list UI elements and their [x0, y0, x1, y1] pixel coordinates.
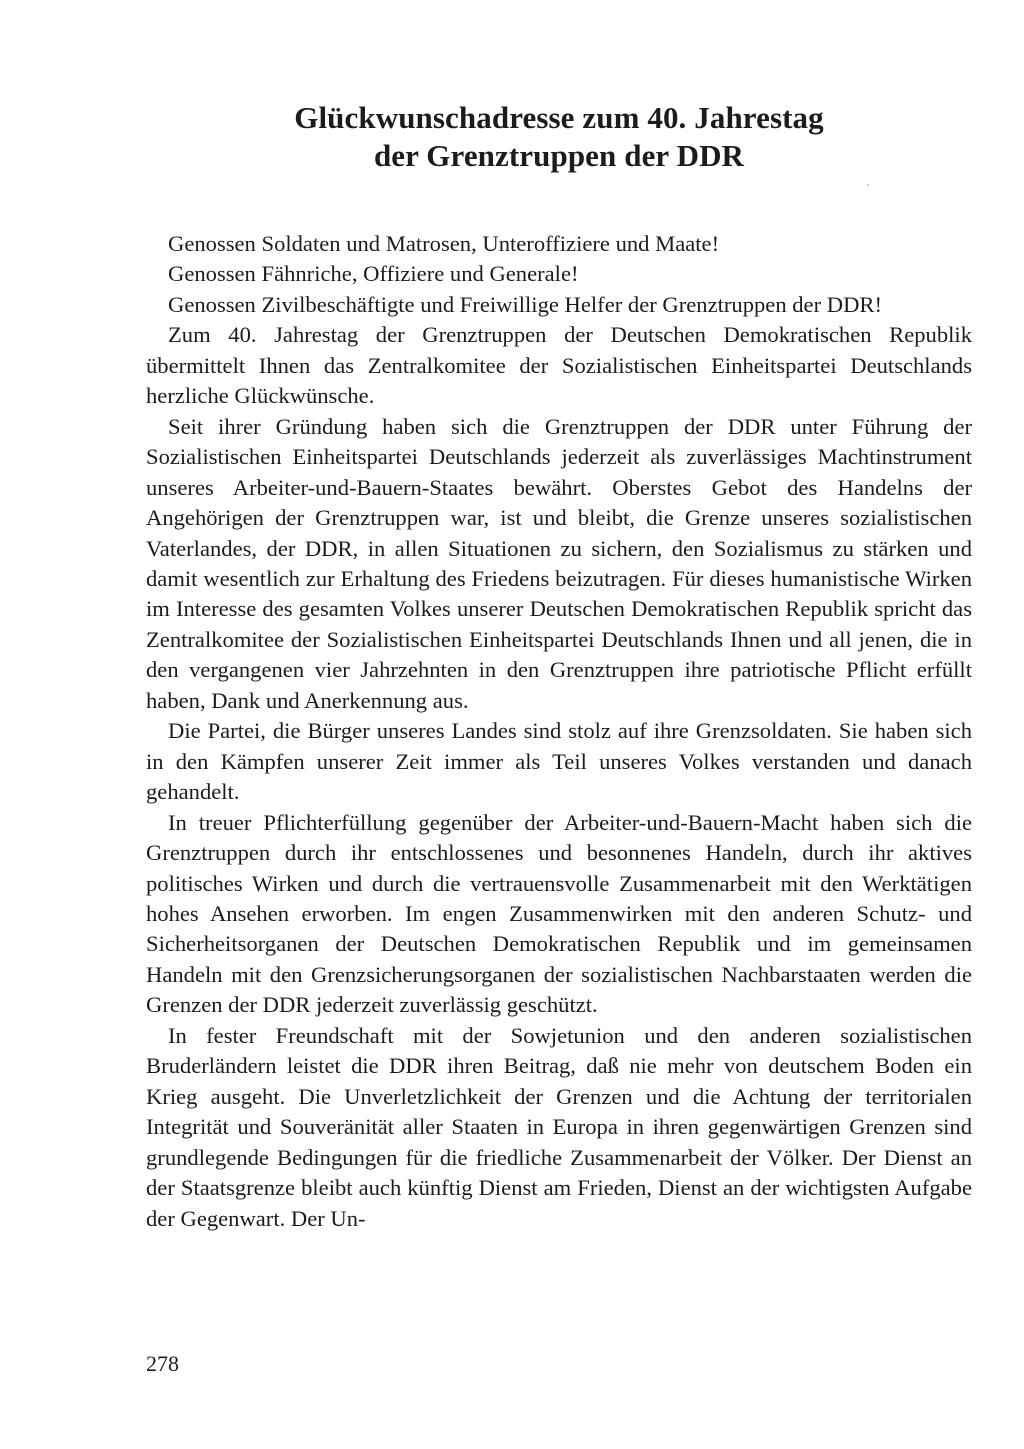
salutation-2: Genossen Fähnriche, Offiziere und Generale!	[168, 261, 579, 287]
page-number: 278	[146, 1351, 179, 1376]
paragraph: In treuer Pflichterfüllung gegenüber der Arbeiter-und-Bauern-Macht haben sich die Grenztruppen durch ihr entschlossenes und besonnenes Handeln, durch ihr aktives politisches Wirken und durch die vertrauensvolle Zusammenarbeit mit den Werktätigen hohes Ansehen erworben. Im engen Zusammenwirken mit den anderen Schutz- und Sicherheitsorganen der Deutschen Demokratischen Republik und im gemeinsamen Handeln mit den Grenzsicherungsorganen der sozialistischen Nachbarstaaten werden die Grenzen der DDR jederzeit zuverlässig geschützt.	[146, 809, 972, 1018]
title-line-2: der Grenztruppen der DDR	[373, 137, 745, 173]
document-title	[146, 99, 972, 175]
salutation-1: Genossen Soldaten und Matrosen, Unteroffiziere und Maate!	[168, 231, 720, 256]
title-line-1: Glückwunschadresse zum 40. Jahrestag	[294, 99, 824, 135]
paragraph: In fester Freundschaft mit der Sowjetunion und den anderen sozialistischen Bruderländern leistet die DDR ihren Beitrag, daß nie mehr von deutschem Boden ein Krieg ausgeht. Die Unverletzlichkeit der Grenzen und die Achtung der territorialen Integrität und Souveränität aller Staaten in Europa in ihren gegenwärtigen Grenzen sind grundlegende Bedingungen für die friedliche Zusammenarbeit der Völker. Der Dienst an der Staatsgrenze bleibt auch künftig Dienst am Frieden, Dienst an der wichtigsten Aufgabe der Gegenwart. Der Un-	[146, 1022, 972, 1231]
paragraph: Die Partei, die Bürger unseres Landes sind stolz auf ihre Grenzsoldaten. Sie haben sich in den Kämpfen unserer Zeit immer als Teil unseres Volkes verstanden und danach gehandelt.	[146, 718, 972, 805]
document-body	[146, 229, 972, 1234]
paragraph: Seit ihrer Gründung haben sich die Grenztruppen der DDR unter Führung der Sozialistischen Einheitspartei Deutschlands jederzeit als zuverlässiges Machtinstrument unseres Arbeiter-und-Bauern-Staates bewährt. Oberstes Gebot des Handelns der Angehörigen der Grenztruppen war, ist und bleibt, die Grenze unseres sozialistischen Vaterlandes, der DDR, in allen Situationen zu sichern, den Sozialismus zu stärken und damit wesentlich zur Erhaltung des Friedens beizutragen. Für dieses humanistische Wirken im Interesse des gesamten Volkes unserer Deutschen Demokratischen Republik spricht das Zentralkomitee der Sozialistischen Einheitspartei Deutschlands Ihnen und all jenen, die in den vergangenen vier Jahrzehnten in den Grenztruppen ihre patriotische Pflicht erfüllt haben, Dank und Anerkennung aus.	[146, 413, 972, 713]
scan-speck	[867, 184, 869, 186]
paragraph: Zum 40. Jahrestag der Grenztruppen der Deutschen Demokratischen Republik übermittelt Ihnen das Zentralkomitee der Sozialistischen Einheitspartei Deutschlands herzliche Glückwünsche.	[146, 322, 972, 409]
salutation-3: Genossen Zivilbeschäftigte und Freiwillige Helfer der Grenztruppen der DDR!	[168, 291, 882, 317]
